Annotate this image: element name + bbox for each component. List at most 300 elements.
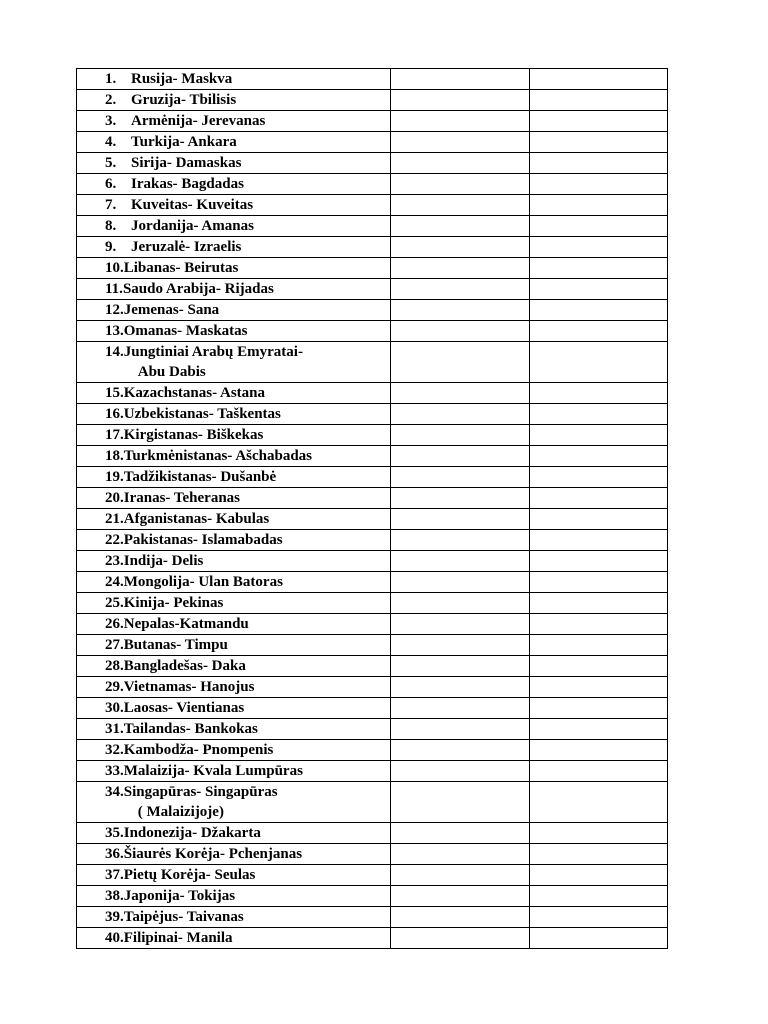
item-text-line: Irakas- Bagdadas (131, 176, 244, 192)
blank-cell (391, 928, 530, 949)
blank-cell (391, 111, 530, 132)
item-text-line: Uzbekistanas- Taškentas (123, 406, 281, 422)
country-capital-cell (77, 69, 391, 90)
blank-cell (530, 614, 668, 635)
item-number: 37. (105, 867, 124, 883)
country-capital-cell (77, 782, 391, 823)
blank-cell (530, 216, 668, 237)
list-item (77, 404, 390, 424)
table-row (77, 132, 668, 153)
item-text-line: Kirgistanas- Biškekas (123, 427, 264, 443)
item-number: 33. (105, 763, 124, 779)
blank-cell (530, 279, 668, 300)
item-text-line: Jordanija- Amanas (131, 218, 254, 234)
table-row (77, 174, 668, 195)
list-item (77, 111, 390, 131)
table-row (77, 761, 668, 782)
blank-cell (530, 719, 668, 740)
item-text (124, 698, 244, 718)
list-item (77, 195, 390, 215)
country-capital-cell (77, 551, 391, 572)
blank-cell (391, 216, 530, 237)
blank-cell (530, 342, 668, 383)
blank-cell (530, 132, 668, 153)
item-text-line: Indija- Delis (123, 553, 204, 569)
blank-cell (530, 844, 668, 865)
item-text-line: Tadžikistanas- Dušanbė (123, 469, 277, 485)
list-item (77, 132, 390, 152)
blank-cell (391, 153, 530, 174)
item-number: 16. (105, 406, 124, 422)
table-row (77, 635, 668, 656)
item-number: 32. (105, 742, 124, 758)
blank-cell (391, 635, 530, 656)
blank-cell (530, 886, 668, 907)
item-text (124, 823, 261, 843)
item-text-line: Kazachstanas- Astana (123, 385, 266, 401)
item-number: 34. (105, 784, 124, 800)
list-item (77, 886, 390, 906)
list-item (77, 907, 390, 927)
item-number: 19. (105, 469, 124, 485)
blank-cell (530, 823, 668, 844)
item-text-line: Afganistanas- Kabulas (123, 511, 270, 527)
item-text (124, 761, 303, 781)
list-item (77, 509, 390, 529)
table-row (77, 111, 668, 132)
country-capital-cell (77, 446, 391, 467)
list-item (77, 174, 390, 194)
table-row (77, 907, 668, 928)
item-text (124, 488, 240, 508)
blank-cell (530, 740, 668, 761)
item-text-line: Malaizija- Kvala Lumpūras (123, 763, 303, 779)
table-row (77, 593, 668, 614)
country-capital-cell (77, 216, 391, 237)
list-item (77, 593, 390, 613)
blank-cell (391, 90, 530, 111)
blank-cell (391, 823, 530, 844)
blank-cell (391, 258, 530, 279)
country-capital-cell (77, 656, 391, 677)
country-capital-cell (77, 907, 391, 928)
item-text-line: Taipėjus- Taivanas (123, 909, 244, 925)
item-number: 30. (105, 700, 124, 716)
blank-cell (530, 321, 668, 342)
blank-cell (391, 383, 530, 404)
list-item (77, 823, 390, 843)
list-item (77, 90, 390, 110)
blank-cell (391, 174, 530, 195)
list-item (77, 865, 390, 885)
blank-cell (530, 195, 668, 216)
list-item (77, 530, 390, 550)
blank-cell (391, 593, 530, 614)
blank-cell (391, 195, 530, 216)
item-text (124, 928, 233, 948)
item-number: 13. (105, 323, 124, 339)
item-text-continuation: ( Malaizijoje) (137, 804, 224, 820)
blank-cell (530, 404, 668, 425)
item-text-line: Gruzija- Tbilisis (131, 92, 237, 108)
item-text (124, 342, 303, 382)
blank-cell (391, 425, 530, 446)
country-capital-cell (77, 823, 391, 844)
table-row (77, 467, 668, 488)
item-number: 26. (105, 616, 124, 632)
blank-cell (530, 153, 668, 174)
item-number: 36. (105, 846, 124, 862)
item-text (124, 782, 278, 822)
item-number: 25. (105, 595, 124, 611)
blank-cell (530, 656, 668, 677)
item-text-line: Singapūras- Singapūras (123, 784, 278, 800)
list-item (77, 782, 390, 822)
item-text-line: Kambodža- Pnompenis (123, 742, 274, 758)
item-text-line: Iranas- Teheranas (123, 490, 241, 506)
table-row (77, 572, 668, 593)
item-text-line: Jeruzalė- Izraelis (131, 239, 242, 255)
table-row (77, 195, 668, 216)
list-item (77, 153, 390, 173)
item-text-line: Filipinai- Manila (123, 930, 233, 946)
item-text-line: Pakistanas- Islamabadas (123, 532, 283, 548)
item-text (131, 69, 232, 89)
country-capital-cell (77, 237, 391, 258)
blank-cell (391, 761, 530, 782)
list-item (77, 635, 390, 655)
item-text (131, 90, 236, 110)
country-capital-cell (77, 488, 391, 509)
blank-cell (391, 300, 530, 321)
blank-cell (391, 509, 530, 530)
item-number: 18. (105, 448, 124, 464)
item-text-line: Kuveitas- Kuveitas (131, 197, 254, 213)
table-row (77, 698, 668, 719)
item-number: 6. (105, 176, 117, 192)
country-capital-cell (77, 865, 391, 886)
table-row (77, 782, 668, 823)
table-row (77, 823, 668, 844)
table-row (77, 844, 668, 865)
blank-cell (530, 383, 668, 404)
list-item (77, 237, 390, 257)
blank-cell (391, 886, 530, 907)
list-item (77, 656, 390, 676)
item-text-line: Jemenas- Sana (123, 302, 220, 318)
table-row (77, 153, 668, 174)
table-row (77, 321, 668, 342)
country-capital-cell (77, 111, 391, 132)
blank-cell (530, 865, 668, 886)
item-text-line: Omanas- Maskatas (123, 323, 248, 339)
blank-cell (530, 90, 668, 111)
country-capital-cell (77, 404, 391, 425)
list-item (77, 467, 390, 487)
table-row (77, 446, 668, 467)
blank-cell (530, 237, 668, 258)
capitals-table-body (77, 69, 668, 949)
country-capital-cell (77, 300, 391, 321)
blank-cell (391, 719, 530, 740)
blank-cell (391, 844, 530, 865)
list-item (77, 321, 390, 341)
country-capital-cell (77, 342, 391, 383)
blank-cell (391, 698, 530, 719)
item-text (124, 383, 265, 403)
list-item (77, 551, 390, 571)
item-text (123, 279, 274, 299)
item-number: 23. (105, 553, 124, 569)
capitals-table (76, 68, 668, 949)
item-number: 9. (105, 239, 117, 255)
item-text (124, 258, 239, 278)
list-item (77, 258, 390, 278)
item-text-line: Indonezija- Džakarta (123, 825, 261, 841)
table-row (77, 425, 668, 446)
item-number: 4. (105, 134, 117, 150)
list-item (77, 677, 390, 697)
item-text (124, 844, 302, 864)
item-text (124, 635, 228, 655)
item-text (124, 404, 281, 424)
blank-cell (530, 593, 668, 614)
table-row (77, 90, 668, 111)
item-text (124, 509, 269, 529)
table-row (77, 279, 668, 300)
table-row (77, 551, 668, 572)
item-text (124, 614, 249, 634)
item-text-line: Šiaurės Korėja- Pchenjanas (123, 846, 303, 862)
item-text (124, 467, 276, 487)
item-text-line: Bangladešas- Daka (123, 658, 246, 674)
country-capital-cell (77, 467, 391, 488)
list-item (77, 761, 390, 781)
blank-cell (391, 488, 530, 509)
blank-cell (391, 69, 530, 90)
item-text-line: Turkija- Ankara (131, 134, 237, 150)
blank-cell (391, 530, 530, 551)
item-text (124, 656, 246, 676)
item-text-line: Mongolija- Ulan Batoras (123, 574, 283, 590)
item-text (124, 740, 274, 760)
item-text (124, 321, 248, 341)
item-text-line: Japonija- Tokijas (123, 888, 236, 904)
country-capital-cell (77, 195, 391, 216)
list-item (77, 698, 390, 718)
country-capital-cell (77, 425, 391, 446)
country-capital-cell (77, 90, 391, 111)
list-item (77, 300, 390, 320)
item-text-line: Pietų Korėja- Seulas (123, 867, 256, 883)
blank-cell (391, 677, 530, 698)
document-page (76, 68, 666, 949)
item-text-line: Jungtiniai Arabų Emyratai- (123, 344, 303, 360)
blank-cell (530, 425, 668, 446)
blank-cell (391, 572, 530, 593)
item-number: 3. (105, 113, 117, 129)
country-capital-cell (77, 174, 391, 195)
table-row (77, 69, 668, 90)
list-item (77, 928, 390, 948)
blank-cell (391, 279, 530, 300)
item-number: 29. (105, 679, 124, 695)
table-row (77, 656, 668, 677)
blank-cell (391, 782, 530, 823)
blank-cell (530, 467, 668, 488)
blank-cell (530, 782, 668, 823)
item-text-line: Rusija- Maskva (131, 71, 233, 87)
item-text (124, 907, 244, 927)
table-row (77, 342, 668, 383)
blank-cell (391, 467, 530, 488)
country-capital-cell (77, 677, 391, 698)
item-number: 40. (105, 930, 124, 946)
blank-cell (530, 488, 668, 509)
item-number: 17. (105, 427, 124, 443)
table-row (77, 216, 668, 237)
item-text (124, 865, 256, 885)
item-text-line: Saudo Arabija- Rijadas (122, 281, 274, 297)
country-capital-cell (77, 698, 391, 719)
blank-cell (530, 174, 668, 195)
country-capital-cell (77, 153, 391, 174)
item-number: 8. (105, 218, 117, 234)
table-row (77, 488, 668, 509)
table-row (77, 530, 668, 551)
table-row (77, 614, 668, 635)
list-item (77, 425, 390, 445)
table-row (77, 300, 668, 321)
table-row (77, 865, 668, 886)
blank-cell (530, 530, 668, 551)
blank-cell (391, 740, 530, 761)
country-capital-cell (77, 572, 391, 593)
item-text-line: Sirija- Damaskas (131, 155, 242, 171)
item-number: 1. (105, 71, 117, 87)
item-text-line: Tailandas- Bankokas (123, 721, 258, 737)
item-number: 14. (105, 344, 124, 360)
list-item (77, 216, 390, 236)
item-text-line: Laosas- Vientianas (123, 700, 245, 716)
item-text (131, 216, 254, 236)
item-number: 38. (105, 888, 124, 904)
country-capital-cell (77, 509, 391, 530)
country-capital-cell (77, 530, 391, 551)
list-item (77, 383, 390, 403)
country-capital-cell (77, 928, 391, 949)
blank-cell (530, 509, 668, 530)
item-number: 20. (105, 490, 124, 506)
item-text-continuation: Abu Dabis (137, 364, 206, 380)
list-item (77, 614, 390, 634)
blank-cell (391, 404, 530, 425)
country-capital-cell (77, 844, 391, 865)
blank-cell (530, 698, 668, 719)
blank-cell (391, 614, 530, 635)
item-text (124, 530, 283, 550)
item-number: 12. (105, 302, 124, 318)
item-text (131, 153, 241, 173)
list-item (77, 446, 390, 466)
item-text-line: Nepalas-Katmandu (123, 616, 249, 632)
blank-cell (530, 111, 668, 132)
table-row (77, 740, 668, 761)
country-capital-cell (77, 635, 391, 656)
blank-cell (530, 446, 668, 467)
blank-cell (530, 300, 668, 321)
country-capital-cell (77, 132, 391, 153)
list-item (77, 488, 390, 508)
blank-cell (391, 446, 530, 467)
blank-cell (530, 677, 668, 698)
item-number: 28. (105, 658, 124, 674)
table-row (77, 886, 668, 907)
blank-cell (391, 551, 530, 572)
item-number: 21. (105, 511, 124, 527)
item-number: 11. (105, 281, 123, 297)
list-item (77, 69, 390, 89)
blank-cell (530, 635, 668, 656)
item-text (131, 174, 244, 194)
item-number: 31. (105, 721, 124, 737)
table-row (77, 509, 668, 530)
item-text-line: Butanas- Timpu (123, 637, 228, 653)
blank-cell (391, 342, 530, 383)
list-item (77, 279, 390, 299)
item-number: 10. (105, 260, 124, 276)
country-capital-cell (77, 593, 391, 614)
item-text (124, 677, 255, 697)
item-text (124, 572, 283, 592)
country-capital-cell (77, 614, 391, 635)
blank-cell (391, 865, 530, 886)
blank-cell (391, 132, 530, 153)
item-text (124, 300, 219, 320)
country-capital-cell (77, 719, 391, 740)
table-row (77, 719, 668, 740)
table-row (77, 383, 668, 404)
blank-cell (530, 907, 668, 928)
item-text-line: Vietnamas- Hanojus (123, 679, 255, 695)
item-text-line: Turkmėnistanas- Ašchabadas (123, 448, 313, 464)
table-row (77, 677, 668, 698)
blank-cell (391, 321, 530, 342)
item-text-line: Armėnija- Jerevanas (131, 113, 266, 129)
blank-cell (530, 572, 668, 593)
table-row (77, 237, 668, 258)
blank-cell (391, 656, 530, 677)
country-capital-cell (77, 383, 391, 404)
blank-cell (391, 907, 530, 928)
item-text-line: Libanas- Beirutas (123, 260, 239, 276)
item-number: 27. (105, 637, 124, 653)
item-text (131, 237, 241, 257)
item-number: 5. (105, 155, 117, 171)
list-item (77, 719, 390, 739)
item-number: 24. (105, 574, 124, 590)
item-text (131, 195, 253, 215)
item-text (124, 446, 312, 466)
item-number: 2. (105, 92, 117, 108)
country-capital-cell (77, 279, 391, 300)
item-text (124, 551, 204, 571)
table-row (77, 928, 668, 949)
table-row (77, 258, 668, 279)
list-item (77, 740, 390, 760)
item-number: 39. (105, 909, 124, 925)
table-row (77, 404, 668, 425)
